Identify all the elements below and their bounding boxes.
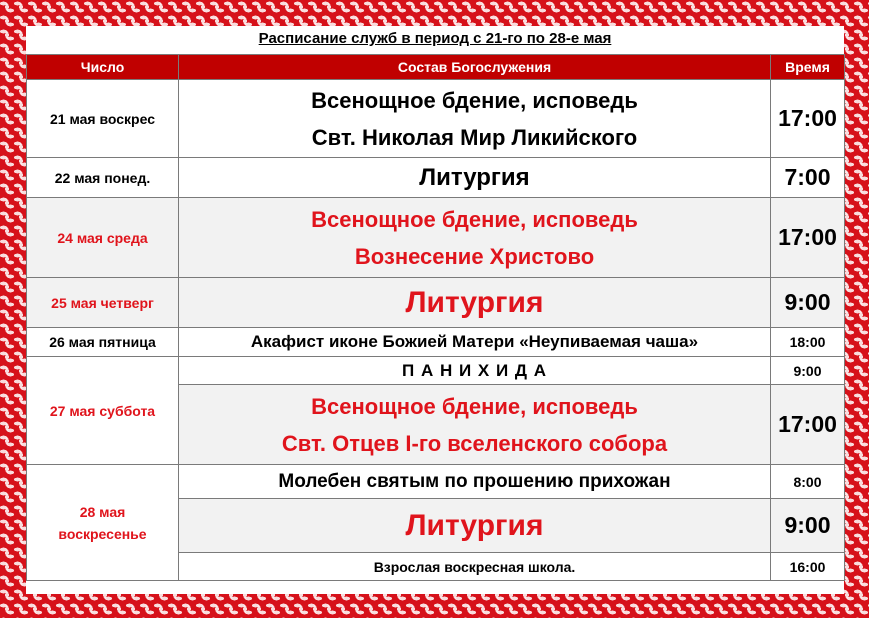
date-cell: 21 мая воскрес (27, 80, 179, 158)
time-cell: 9:00 (771, 357, 845, 385)
service-cell: Взрослая воскресная школа. (179, 553, 771, 581)
schedule-table (26, 54, 845, 581)
service-line: Всенощное бдение, исповедь (311, 87, 638, 113)
table-row (27, 158, 845, 198)
service-cell: П А Н И Х И Д А (179, 357, 771, 385)
table-header-row (27, 55, 845, 80)
service-cell: Литургия (179, 499, 771, 553)
date-line: воскресенье (58, 525, 147, 542)
table-row (27, 80, 845, 158)
service-cell: Литургия (179, 278, 771, 328)
date-cell: 25 мая четверг (27, 278, 179, 328)
service-line: Свт. Николая Мир Ликийского (311, 124, 638, 150)
date-cell: 24 мая среда (27, 198, 179, 278)
table-row (27, 278, 845, 328)
service-cell (179, 80, 771, 158)
time-cell: 9:00 (771, 278, 845, 328)
header-service: Состав Богослужения (179, 55, 771, 80)
date-cell: 22 мая понед. (27, 158, 179, 198)
date-cell: 26 мая пятница (27, 328, 179, 357)
service-line: Всенощное бдение, исповедь (311, 393, 638, 419)
time-cell: 16:00 (771, 553, 845, 581)
time-cell: 17:00 (771, 80, 845, 158)
table-row (27, 328, 845, 357)
service-cell: Акафист иконе Божией Матери «Неупиваемая чаша» (179, 328, 771, 357)
date-cell (27, 465, 179, 581)
date-cell: 27 мая суббота (27, 357, 179, 465)
header-time: Время (771, 55, 845, 80)
schedule-title: Расписание служб в период с 21-го по 28-е мая (258, 30, 612, 47)
service-cell: Молебен святым по прошению прихожан (179, 465, 771, 499)
service-cell: Литургия (179, 158, 771, 198)
schedule-panel (26, 26, 844, 594)
time-cell: 9:00 (771, 499, 845, 553)
table-row (27, 198, 845, 278)
service-line: Всенощное бдение, исповедь (311, 206, 638, 232)
table-row (27, 357, 845, 385)
time-cell: 17:00 (771, 385, 845, 465)
header-date: Число (27, 55, 179, 80)
table-row (27, 465, 845, 499)
service-cell (179, 385, 771, 465)
time-cell: 7:00 (771, 158, 845, 198)
date-line: 28 мая (79, 503, 126, 520)
service-line: Свт. Отцев I-го вселенского собора (281, 430, 668, 456)
service-line: Вознесение Христово (354, 243, 595, 269)
time-cell: 18:00 (771, 328, 845, 357)
time-cell: 8:00 (771, 465, 845, 499)
service-cell (179, 198, 771, 278)
time-cell: 17:00 (771, 198, 845, 278)
